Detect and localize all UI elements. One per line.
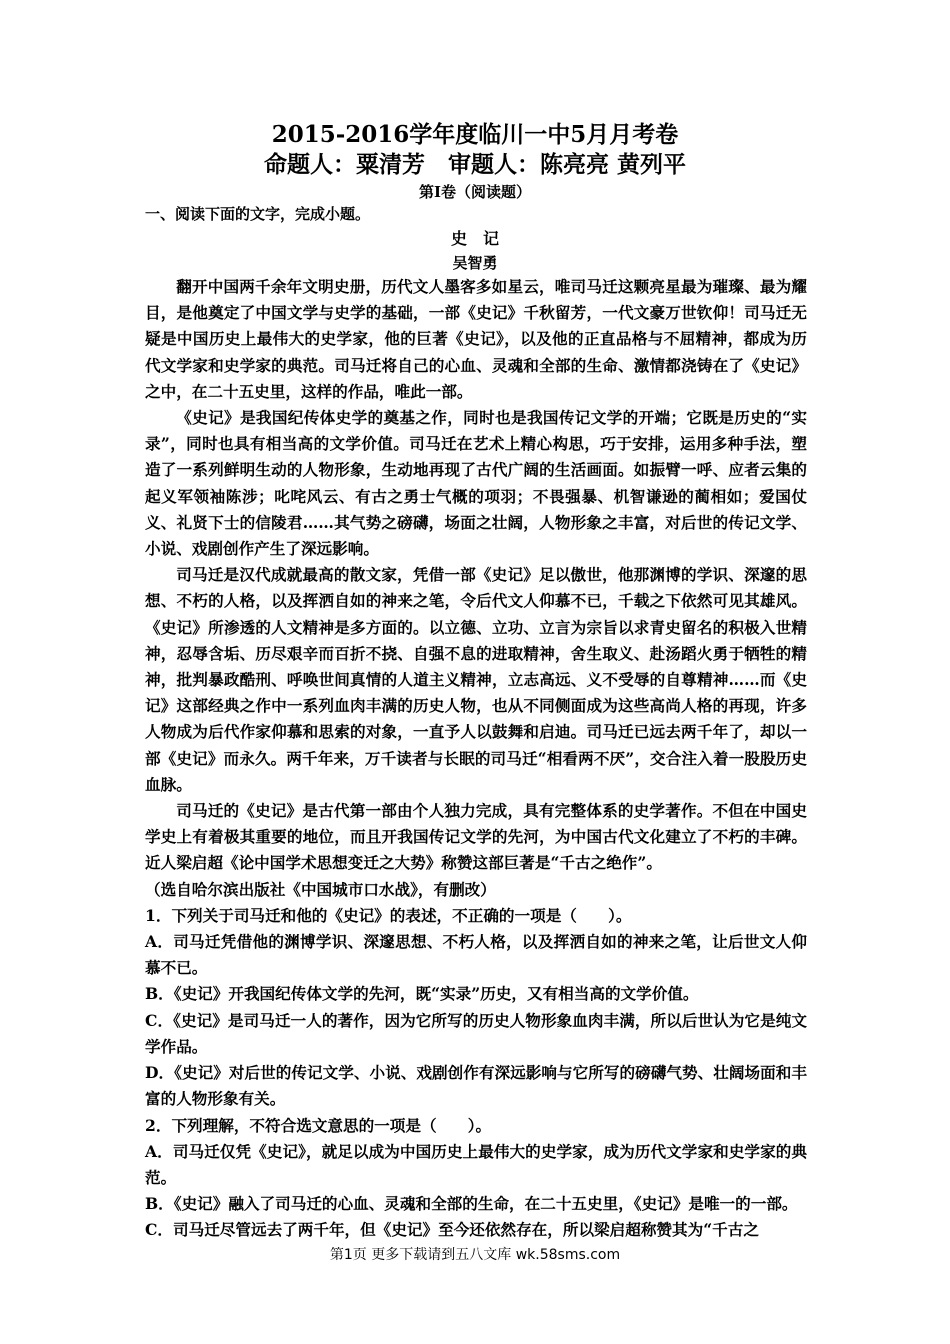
paragraph: 司马迁是汉代成就最高的散文家，凭借一部《史记》足以傲世，他那渊博的学识、深邃的思想、不朽的人格，以及挥洒自如的神来之笔，令后代文人仰慕不已，千载之下依然可见其雄风。《史记》所渗透的人文精神是多方面的。以立德、立功、立言为宗旨以求青史留名的积极入世精神，忍辱含垢、历尽艰辛而百折不挠、自强不息的进取精神，舍生取义、赴汤蹈火勇于牺牲的精神，批判暴政酷刑、呼唤世间真情的人道主义精神，立志高远、义不受辱的自尊精神……而《史记》这部经典之作中一系列血肉丰满的历史人物，也从不同侧面成为这些高尚人格的再现，许多人物成为后代作家仰慕和思索的对象，一直予人以鼓舞和启迪。司马迁已远去两千年了，却以一部《史记》而永久。两千年来，万千读者与长眠的司马迁“相看两不厌”，交合注入着一股股历史血脉。 (145, 565, 807, 794)
question-option: C．《史记》是司马迁一人的著作，因为它所写的历史人物形象血肉丰满，所以后世认为它是纯文学作品。 (145, 1010, 807, 1056)
question-option: A．司马迁仅凭《史记》，就足以成为中国历史上最伟大的史学家，成为历代文学家和史学家的典范。 (145, 1141, 807, 1187)
exam-part: 第I卷（阅读题） (418, 183, 532, 201)
section-heading: 一、阅读下面的文字，完成小题。 (145, 205, 371, 223)
question-option: A．司马迁凭借他的渊博学识、深邃思想、不朽人格，以及挥洒自如的神来之笔，让后世文人仰慕不已。 (145, 932, 807, 978)
question-option: B．《史记》开我国纪传体文学的先河，既“实录”历史，又有相当高的文学价值。 (145, 984, 699, 1004)
question-option: C．司马迁尽管远去了两千年，但《史记》至今还依然存在，所以梁启超称赞其为“千古之 (145, 1220, 759, 1240)
paragraph: 《史记》是我国纪传体史学的奠基之作，同时也是我国传记文学的开端；它既是历史的“实录”，同时也具有相当高的文学价值。司马迁在艺术上精心构思，巧于安排，运用多种手法，塑造了一系列鲜明生动的人物形象，生动地再现了古代广阔的生活画面。如振臂一呼、应者云集的起义军领袖陈涉；叱咤风云、有古之勇士气概的项羽；不畏强暴、机智谦逊的蔺相如；爱国仗义、礼贤下士的信陵君……其气势之磅礴，场面之壮阔，人物形象之丰富，对后世的传记文学、小说、戏剧创作产生了深远影响。 (145, 408, 807, 559)
source-note: （选自哈尔滨出版社《中国城市口水战》，有删改） (145, 879, 496, 899)
question-option: B．《史记》融入了司马迁的心血、灵魂和全部的生命，在二十五史里，《史记》是唯一的一部。 (145, 1194, 798, 1214)
question-option: D．《史记》对后世的传记文学、小说、戏剧创作有深远影响与它所写的磅礴气势、壮阔场面和丰富的人物形象有关。 (145, 1063, 807, 1109)
article-author: 吴智勇 (452, 254, 498, 272)
question-stem: 2．下列理解，不符合选文意思的一项是（ ）。 (145, 1115, 492, 1135)
page-footer: 第1页 更多下载请到五八文库 wk.58sms.com (329, 1247, 621, 1263)
exam-authors: 命题人：粟清芳 审题人：陈亮亮 黄列平 (263, 151, 686, 178)
article-title: 史 记 (450, 229, 499, 248)
paragraph: 翻开中国两千余年文明史册，历代文人墨客多如星云，唯司马迁这颗亮星最为璀璨、最为耀目，是他奠定了中国文学与史学的基础，一部《史记》千秋留芳，一代文豪万世钦仰！司马迁无疑是中国历史上最伟大的史学家，他的巨著《史记》，以及他的正直品格与不屈精神，都成为历代文学家和史学家的典范。司马迁将自己的心血、灵魂和全部的生命、激情都浇铸在了《史记》之中，在二十五史里，这样的作品，唯此一部。 (145, 277, 807, 401)
article-body (145, 274, 807, 1244)
question-stem: 1．下列关于司马迁和他的《史记》的表述，不正确的一项是（ ）。 (145, 905, 632, 925)
paragraph: 司马迁的《史记》是古代第一部由个人独力完成，具有完整体系的史学著作。不但在中国史学史上有着极其重要的地位，而且开我国传记文学的先河，为中国古代文化建立了不朽的丰碑。近人梁启超《论中国学术思想变迁之大势》称赞这部巨著是“千古之绝作”。 (145, 801, 807, 873)
exam-title: 2015-2016学年度临川一中5月月考卷 (271, 121, 679, 148)
